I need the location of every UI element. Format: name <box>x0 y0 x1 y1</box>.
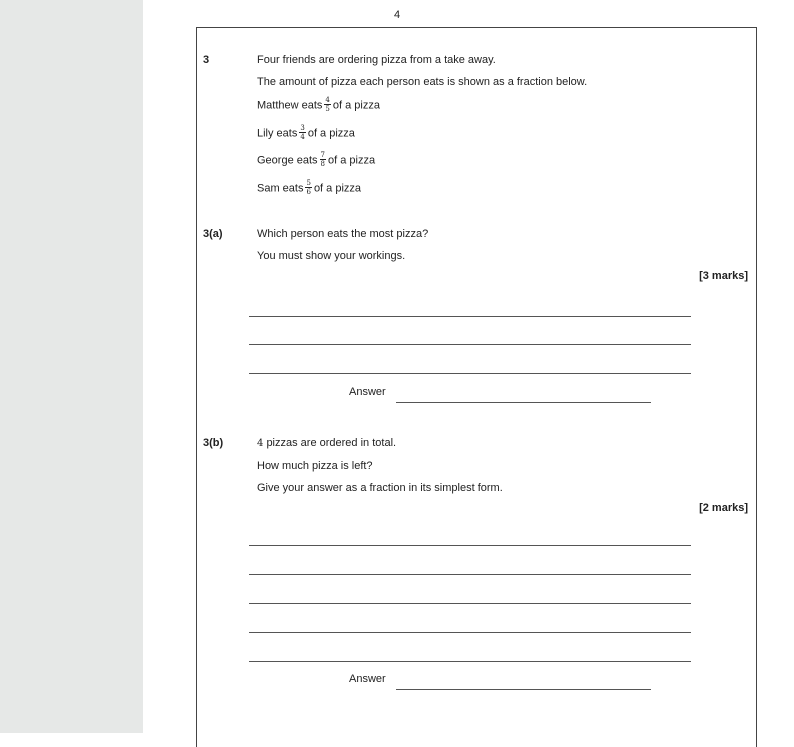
working-line[interactable] <box>249 373 691 374</box>
answer-label-3b: Answer <box>349 673 386 685</box>
person-text: George eats <box>257 154 318 167</box>
answer-label-3a: Answer <box>349 386 386 398</box>
person-matthew <box>257 97 380 114</box>
answer-line-3a[interactable] <box>396 402 651 403</box>
person-text: Lily eats <box>257 127 298 140</box>
question-3b-instruction: Give your answer as a fraction in its simplest form. <box>257 482 503 494</box>
person-text: Sam eats <box>257 182 304 195</box>
working-line[interactable] <box>249 603 691 604</box>
working-line[interactable] <box>249 344 691 345</box>
fraction <box>305 179 311 196</box>
denominator: 5 <box>325 105 330 113</box>
person-suffix: of a pizza <box>313 182 362 195</box>
working-line[interactable] <box>249 632 691 633</box>
page-number: 4 <box>393 9 401 21</box>
fraction <box>324 96 330 113</box>
pizza-count: 4 <box>257 438 264 449</box>
numerator: 4 <box>325 96 330 104</box>
question-3b-number: 3(b) <box>203 437 224 449</box>
person-suffix: of a pizza <box>307 127 355 140</box>
left-margin-panel <box>0 0 143 733</box>
question-3-intro: Four friends are ordering pizza from a take away. <box>257 54 496 66</box>
fraction <box>299 124 305 141</box>
person-sam <box>257 180 361 197</box>
question-3b-text-rest: pizzas are ordered in total. <box>266 437 397 449</box>
numerator: 5 <box>306 179 311 187</box>
question-3-number: 3 <box>203 54 210 66</box>
person-george <box>257 152 375 169</box>
question-3b-text <box>257 437 396 449</box>
denominator: 8 <box>320 160 326 168</box>
numerator: 3 <box>300 124 305 132</box>
working-line[interactable] <box>249 545 691 546</box>
question-3a-instruction: You must show your workings. <box>257 250 406 262</box>
working-line[interactable] <box>249 661 691 662</box>
working-line[interactable] <box>249 316 691 317</box>
question-3b-marks: [2 marks] <box>699 502 748 514</box>
fraction <box>320 151 326 168</box>
person-suffix: of a pizza <box>328 154 376 167</box>
answer-line-3b[interactable] <box>396 689 651 690</box>
question-3a-text: Which person eats the most pizza? <box>257 228 429 240</box>
question-3a-marks: [3 marks] <box>699 270 748 282</box>
denominator: 4 <box>300 133 305 141</box>
working-line[interactable] <box>249 574 691 575</box>
question-3-intro-2: The amount of pizza each person eats is shown as a fraction below. <box>257 76 588 88</box>
question-3b-question: How much pizza is left? <box>257 460 373 472</box>
person-suffix: of a pizza <box>332 99 380 112</box>
denominator: 6 <box>306 188 311 196</box>
question-3a-number: 3(a) <box>203 228 223 240</box>
person-lily <box>257 125 355 142</box>
numerator: 7 <box>320 151 326 159</box>
person-text: Matthew eats <box>257 99 323 112</box>
